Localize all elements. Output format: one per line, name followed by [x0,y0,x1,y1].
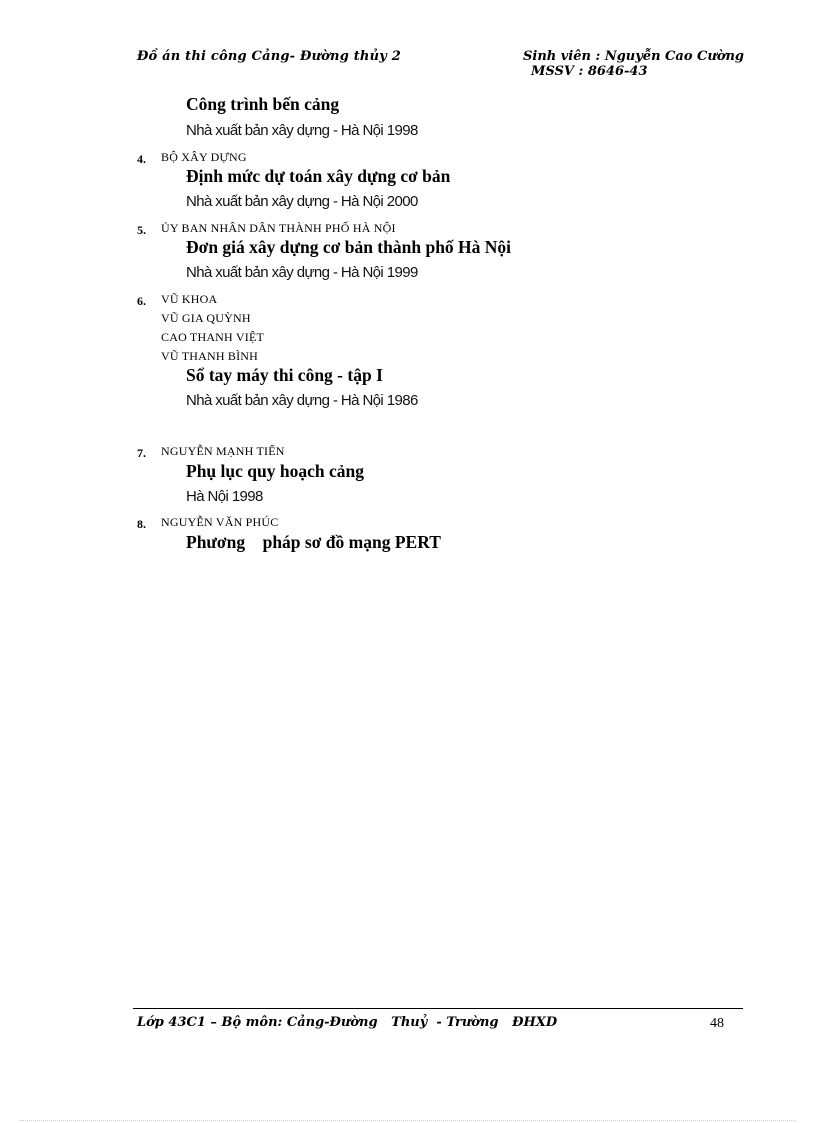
reference-number: 4. [137,152,146,166]
footer-divider [133,1008,743,1009]
reference-title: Sổ tay máy thi công - tập I [186,365,383,385]
reference-publisher: Nhà xuất bản xây dựng - Hà Nội 1999 [186,264,418,281]
reference-number: 6. [137,294,146,308]
header-student-id: MSSV : 8646-43 [531,64,648,79]
reference-number: 7. [137,446,146,460]
reference-publisher: Nhà xuất bản xây dựng - Hà Nội 1998 [186,122,418,139]
header-course-title: Đồ án thi công Cảng- Đường thủy 2 [137,49,401,64]
header-student-info [523,49,744,79]
reference-publisher: Hà Nội 1998 [186,488,263,505]
reference-number: 8. [137,517,146,531]
reference-publisher: Nhà xuất bản xây dựng - Hà Nội 2000 [186,193,418,210]
reference-author: VŨ THANH BÌNH [161,349,259,363]
reference-title: Phương pháp sơ đồ mạng PERT [186,532,441,552]
page-edge-divider [20,1120,796,1121]
reference-author: CAO THANH VIỆT [161,330,265,344]
reference-publisher: Nhà xuất bản xây dựng - Hà Nội 1986 [186,392,418,409]
reference-title: Công trình bến cảng [186,94,340,114]
reference-author: NGUYỄN MẠNH TIẾN [161,444,285,458]
reference-title: Định mức dự toán xây dựng cơ bản [186,166,451,186]
reference-number: 5. [137,223,146,237]
header-student-name: Sinh viên : Nguyễn Cao Cường [523,49,745,64]
reference-title: Đơn giá xây dựng cơ bản thành phố Hà Nội [186,237,512,257]
reference-title: Phụ lục quy hoạch cảng [186,461,364,481]
reference-author: NGUYỄN VĂN PHÚC [161,515,279,529]
reference-author: VŨ KHOA [161,292,218,306]
reference-author: VŨ GIA QUỲNH [161,311,251,325]
page-number: 48 [710,1016,724,1031]
footer-course-info: Lớp 43C1 – Bộ môn: Cảng-Đường Thuỷ - Trường ĐHXD [137,1015,558,1030]
reference-author: ỦY BAN NHÂN DÂN THÀNH PHỐ HÀ NỘI [161,221,396,235]
reference-author: BỘ XÂY DỰNG [161,150,247,164]
